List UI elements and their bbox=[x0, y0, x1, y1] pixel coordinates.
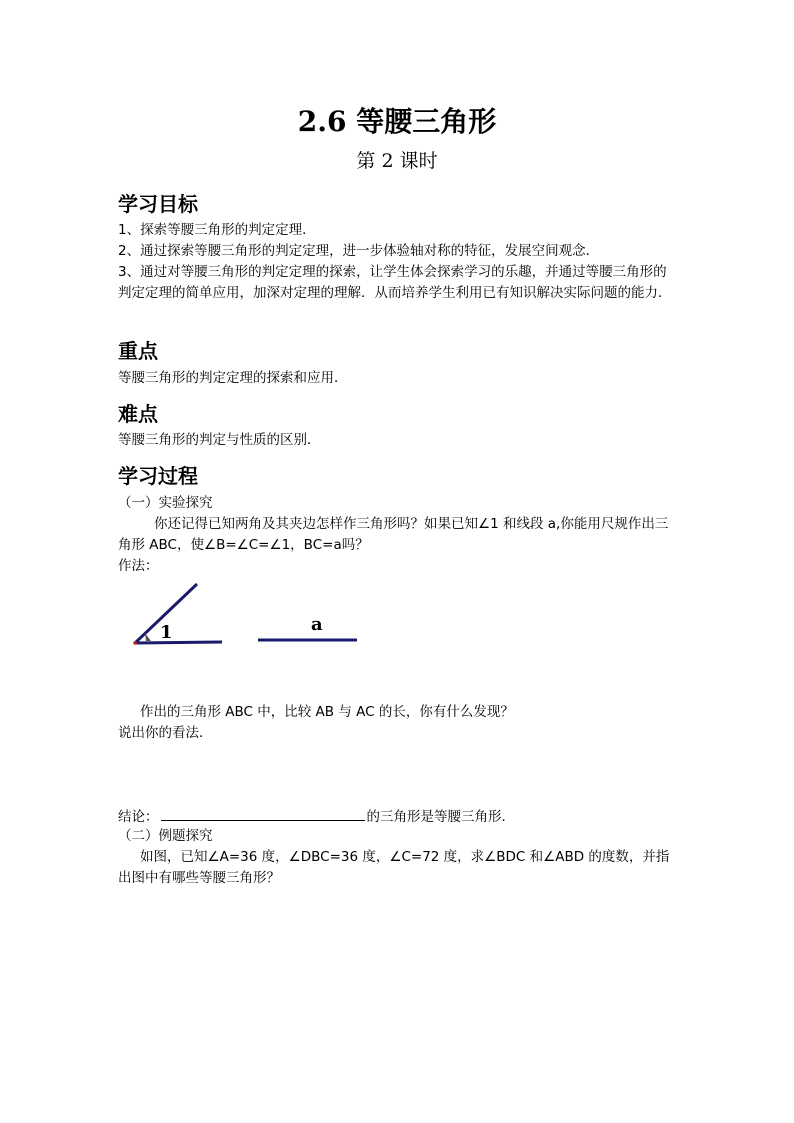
goal-item-1: 1、探索等腰三角形的判定定理． bbox=[118, 222, 316, 238]
say-text: 说出你的看法． bbox=[118, 725, 213, 741]
conclusion-suffix: 的三角形是等腰三角形． bbox=[366, 809, 515, 825]
angle-vertex-dot bbox=[133, 641, 137, 645]
key-heading: 重点 bbox=[118, 339, 158, 363]
part2-title: （二）例题探究 bbox=[118, 828, 213, 844]
difficulty-heading: 难点 bbox=[118, 402, 158, 426]
conclusion-prefix: 结论： bbox=[118, 809, 159, 825]
angle-mark bbox=[145, 633, 151, 641]
conclusion-blank[interactable] bbox=[161, 806, 365, 821]
goal-item-2: 2、通过探索等腰三角形的判定定理，进一步体验轴对称的特征，发展空间观念． bbox=[118, 243, 600, 259]
part2-question: 如图，已知∠A=36 度，∠DBC=36 度，∠C=72 度，求∠BDC 和∠ABD 的度数，并指出图中有哪些等腰三角形？ bbox=[118, 849, 670, 886]
method-label: 作法： bbox=[118, 558, 159, 574]
part1-question: 你还记得已知两角及其夹边怎样作三角形吗？如果已知∠1 和线段 a,你能用尺规作出三角形 ABC，使∠B=∠C=∠1，BC=a吗？ bbox=[118, 516, 669, 553]
difficulty-text: 等腰三角形的判定与性质的区别． bbox=[118, 432, 321, 448]
angle-ray-lower bbox=[135, 642, 222, 643]
goal-item-3: 3、通过对等腰三角形的判定定理的探索，让学生体会探索学习的乐趣，并通过等腰三角形的判定定理的简单应用，加深对定理的理解．从而培养学生利用已有知识解决实际问题的能力． bbox=[118, 264, 672, 301]
page-title: 2.6 等腰三角形 bbox=[297, 105, 497, 138]
conclusion-line bbox=[118, 806, 680, 828]
key-text: 等腰三角形的判定定理的探索和应用． bbox=[118, 370, 348, 386]
goals-heading: 学习目标 bbox=[118, 192, 198, 216]
part1-title: （一）实验探究 bbox=[118, 495, 213, 511]
angle-label: 1 bbox=[160, 622, 173, 643]
segment-label: a bbox=[311, 614, 323, 635]
compare-text: 作出的三角形 ABC 中，比较 AB 与 AC 的长，你有什么发现？ bbox=[140, 704, 514, 720]
page-subtitle: 第 2 课时 bbox=[356, 150, 438, 172]
process-heading: 学习过程 bbox=[118, 464, 198, 488]
